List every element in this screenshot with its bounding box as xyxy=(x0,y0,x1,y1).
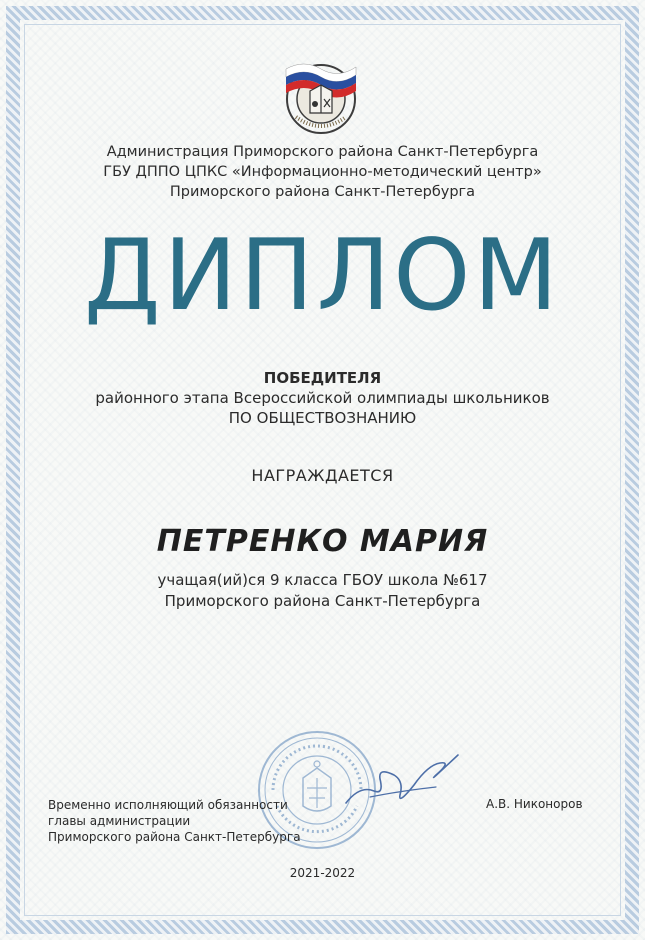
recipient-details xyxy=(0,570,645,612)
olympiad-emblem-icon xyxy=(280,55,362,137)
award-role: ПОБЕДИТЕЛЯ xyxy=(263,369,382,387)
signer-position xyxy=(48,797,301,845)
header-line-1: Администрация Приморского района Санкт-Петербурга xyxy=(106,144,539,160)
award-subject: ПО ОБЩЕСТВОЗНАНИЮ xyxy=(228,409,417,427)
signer-name: А.В. Никоноров xyxy=(486,797,583,811)
header-line-2: ГБУ ДППО ЦПКС «Информационно-методический центр» xyxy=(103,164,542,180)
handwritten-signature xyxy=(340,745,470,815)
recipient-name: ПЕТРЕНКО МАРИЯ xyxy=(156,524,489,559)
header-line-3: Приморского района Санкт-Петербурга xyxy=(169,184,476,200)
signer-title-line-3: Приморского района Санкт-Петербурга xyxy=(48,830,301,844)
recipient-district: Приморского района Санкт-Петербурга xyxy=(164,592,481,610)
signer-title-line-1: Временно исполняющий обязанности xyxy=(48,798,288,812)
issuer-header xyxy=(0,142,645,202)
recipient-school: учащая(ий)ся 9 класса ГБОУ школа №617 xyxy=(157,571,488,589)
awarded-label: НАГРАЖДАЕТСЯ xyxy=(251,466,394,485)
diploma-title: ДИПЛОМ xyxy=(84,219,561,333)
academic-year: 2021-2022 xyxy=(289,866,356,880)
award-stage: районного этапа Всероссийской олимпиады школьников xyxy=(95,389,550,407)
award-description xyxy=(0,368,645,428)
signer-title-line-2: главы администрации xyxy=(48,814,191,828)
